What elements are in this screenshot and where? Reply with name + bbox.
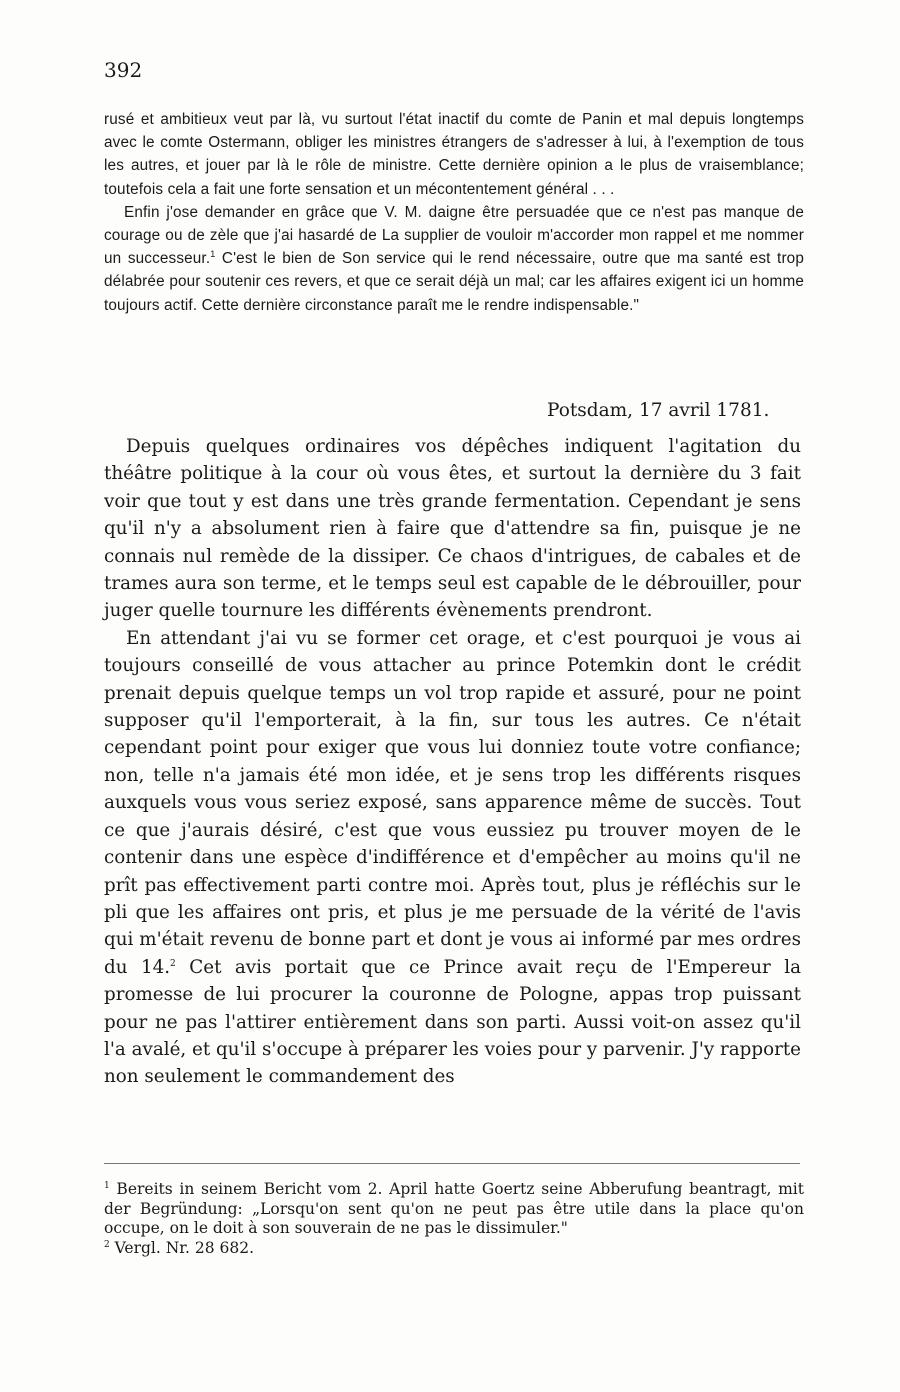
footnote-number: 2 (104, 1239, 110, 1250)
dateline: Potsdam, 17 avril 1781. (547, 400, 770, 421)
letter-paragraph: Depuis quelques ordinaires vos dépêches indiquent l'agitation du théâtre politique à la cour où vous êtes, et surtout la dernière du 3 fait voir que tout y est dans une très grande fermentation. Cependant je sens qu'il n'y a absolument rien à faire que d'attendre sa fin, puisque je ne connais nul remède de la dissiper. Ce chaos d'intrigues, de cabales et de trames aura son terme, et le temps seul est capable de le débrouiller, pour juger quelle tournure les différents évènements prendront. (104, 436, 801, 622)
letter-body (104, 433, 801, 1091)
footnote-divider (104, 1163, 800, 1164)
quote-paragraph: rusé et ambitieux veut par là, vu surtout l'état inactif du comte de Panin et mal depuis longtemps avec le comte Ostermann, obliger les ministres étrangers de s'adresser à lui, à l'exemption de tous les autres, et jouer par là le rôle de ministre. Cette dernière opinion a le plus de vraisemblance; toutefois cela a fait une forte sensation et un mécontentement général . . . (104, 111, 804, 198)
letter-paragraph (104, 625, 801, 1091)
footnote (104, 1180, 804, 1239)
footnote (104, 1239, 804, 1259)
quote-text: Enfin j'ose demander en grâce que V. M. daigne être persuadée que ce n'est pas manque de courage ou de zèle que j'ai hasardé de La supplier de vouloir m'accorder mon rappel et me nommer un successeur. (104, 203, 804, 268)
quote-text: C'est le bien de Son service qui le rend nécessaire, outre que ma santé est trop délabrée pour soutenir ces revers, et que ce serait déjà un mal; car les affaires exigent ici un homme toujours actif. Cette dernière circonstance paraît me le rendre indispensable." (104, 250, 804, 314)
footnotes (104, 1180, 804, 1258)
footnote-number: 1 (104, 1180, 110, 1191)
quoted-report (104, 108, 804, 317)
footnote-text: Bereits in seinem Bericht vom 2. April hatte Goertz seine Abberufung beantragt, mit der Begründung: „Lorsqu'on sent qu'on ne peut pas être utile dans la place qu'on occupe, on le doit à son souverain de ne pas le dissimuler." (104, 1180, 804, 1237)
letter-text: En attendant j'ai vu se former cet orage, et c'est pourquoi je vous ai toujours conseillé de vous attacher au prince Potemkin dont le crédit prenait depuis quelque temps un vol trop rapide et assuré, pour ne point supposer qu'il l'emporterait, à la fin, sur tous les autres. Ce n'était cependant point pour exiger que vous lui donniez toute votre confiance; non, telle n'a jamais été mon idée, et je sens trop les différents risques auxquels vous vous seriez exposé, sans apparence même de succès. Tout ce que j'aurais désiré, c'est que vous eussiez pu trouver moyen de le contenir dans une espèce d'indifférence et d'empêcher au moins qu'il ne prît pas effectivement parti contre moi. Après tout, plus je réfléchis sur le pli que les affaires ont pris, et plus je me persuade de la vérité de l'avis qui m'était revenu de bonne part et dont je vous ai informé par mes ordres du 14. (104, 627, 801, 978)
page-number: 392 (104, 58, 143, 82)
footnote-marker: 1 (210, 249, 216, 260)
quote-paragraph (104, 201, 804, 317)
letter-text: Cet avis portait que ce Prince avait reçu de l'Empereur la promesse de lui procurer la couronne de Pologne, appas trop puissant pour ne pas l'attirer entièrement dans son parti. Aussi voit-on assez qu'il l'a avalé, et qu'il s'occupe à préparer les voies pour y parvenir. J'y rapporte non seulement le commandement des (104, 956, 801, 1088)
footnote-marker: 2 (170, 958, 176, 969)
footnote-text: Vergl. Nr. 28 682. (109, 1238, 255, 1257)
